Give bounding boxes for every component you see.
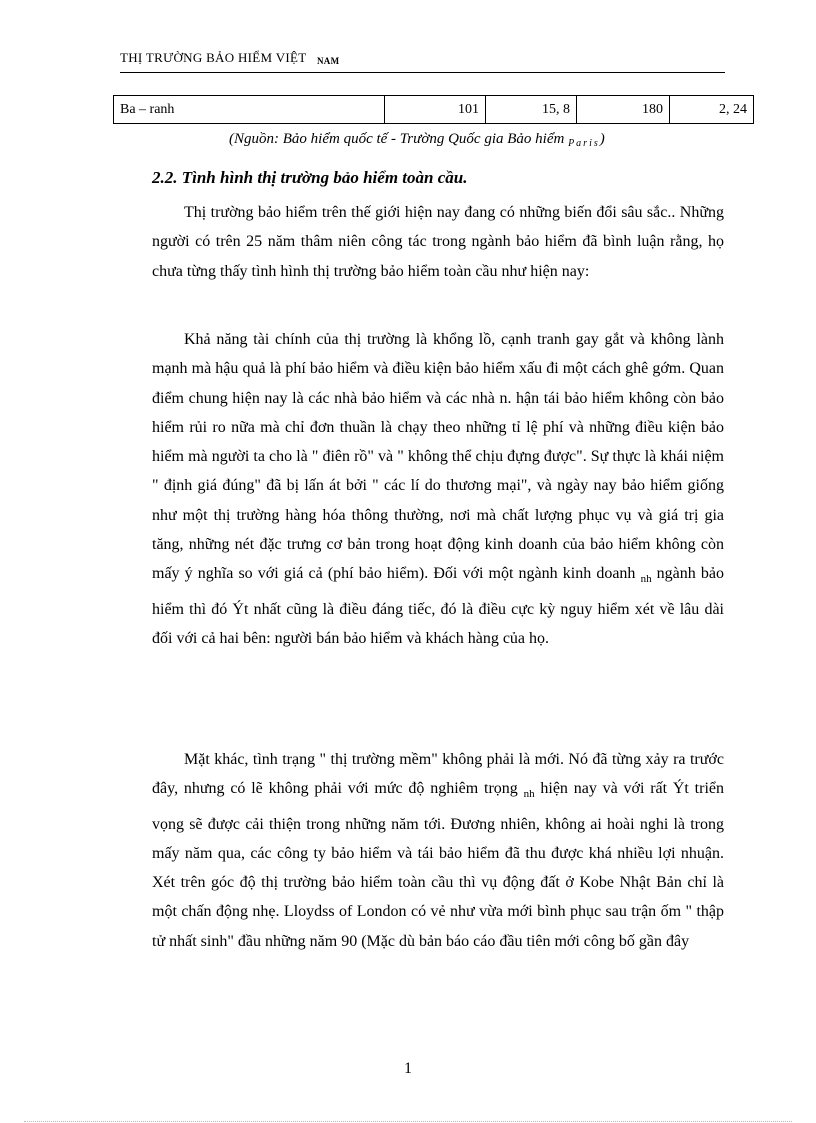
paragraph-2: Khả năng tài chính của thị trường là khổng lồ, cạnh tranh gay gắt và không lành mạnh mà hậu quả là phí bảo hiểm và điều kiện bảo hiểm xấu đi một cách ghê gớm. Quan điểm chung hiện nay là các nhà bảo hiểm và các nhà n. hận tái bảo hiểm không còn bảo hiểm rủi ro nữa mà chỉ đơn thuần là chạy theo những tỉ lệ phí và những điều kiện bảo hiểm mà người ta cho là " điên rồ" và " không thể chịu đựng được". Sự thực là khái niệm " định giá đúng" đã bị lấn át bởi " các lí do thương mại", và ngày nay bảo hiểm giống như một thị trường hàng hóa thông thường, nơi mà chất lượng phục vụ và giá trị gia tăng, những nét đặc trưng cơ bản trong hoạt động kinh doanh của bảo hiểm không còn mấy ý nghĩa so với giá cả (phí bảo hiểm). Đối với một ngành kinh doanh $_{nh}$ ngành bảo hiểm thì đó Ýt nhất cũng là điều đáng tiếc, đó là điều cực kỳ nguy hiểm xét về lâu dài đối với cả hai bên: người bán bảo hiểm và khách hàng của họ. bbox=[152, 331, 725, 647]
inline-fragment: nh bbox=[523, 788, 535, 801]
source-text: (Nguồn: Bảo hiểm quốc tế - Trường Quốc gia Bảo hiểm bbox=[229, 131, 569, 147]
source-close: ) bbox=[599, 131, 605, 147]
page-number: 1 bbox=[404, 1060, 412, 1077]
table-cell-value: 2, 24 bbox=[670, 96, 754, 124]
source-tail: Paris bbox=[568, 138, 600, 149]
header-title-tail: NAM bbox=[317, 56, 340, 66]
inline-fragment: nh bbox=[640, 573, 652, 586]
table-row bbox=[114, 96, 754, 124]
table-source-note bbox=[229, 131, 605, 148]
table-cell-value: 180 bbox=[577, 96, 670, 124]
table-cell-country: Ba – ranh bbox=[114, 96, 385, 124]
page-bottom-divider bbox=[24, 1121, 792, 1122]
statistics-table bbox=[113, 95, 754, 124]
table-cell-value: 15, 8 bbox=[486, 96, 577, 124]
table-cell-value: 101 bbox=[385, 96, 486, 124]
paragraph-1: Thị trường bảo hiểm trên thế giới hiện nay đang có những biến đổi sâu sắc.. Những người có trên 25 năm thâm niên công tác trong ngành bảo hiểm đã bình luận rằng, họ chưa từng thấy tình hình thị trường bảo hiểm toàn cầu như hiện nay: bbox=[152, 204, 724, 280]
page-header bbox=[120, 50, 725, 73]
paragraph-3: Mặt khác, tình trạng " thị trường mềm" không phải là mới. Nó đã từng xảy ra trước đây, nhưng có lẽ không phải với mức độ nghiêm trọng $_{nh}$ hiện nay và với rất Ýt triển vọng sẽ được cải thiện trong những năm tới. Đương nhiên, không ai hoài nghi là trong mấy năm qua, các công ty bảo hiểm và tái bảo hiểm đã thu được khá nhiều lợi nhuận. Xét trên góc độ thị trường bảo hiểm toàn cầu thì vụ động đất ở Kobe Nhật Bản chỉ là một chấn động nhẹ. Lloydss of London có vẻ như vừa mới bình phục sau trận ốm " thập tử nhất sinh" đầu những năm 90 (Mặc dù bản báo cáo đầu tiên mới công bố gần đây bbox=[152, 751, 724, 950]
section-heading: 2.2. Tình hình thị trường bảo hiểm toàn cầu. bbox=[152, 168, 468, 187]
header-title: THỊ TRƯỜNG BẢO HIỂM VIỆT bbox=[120, 50, 307, 65]
